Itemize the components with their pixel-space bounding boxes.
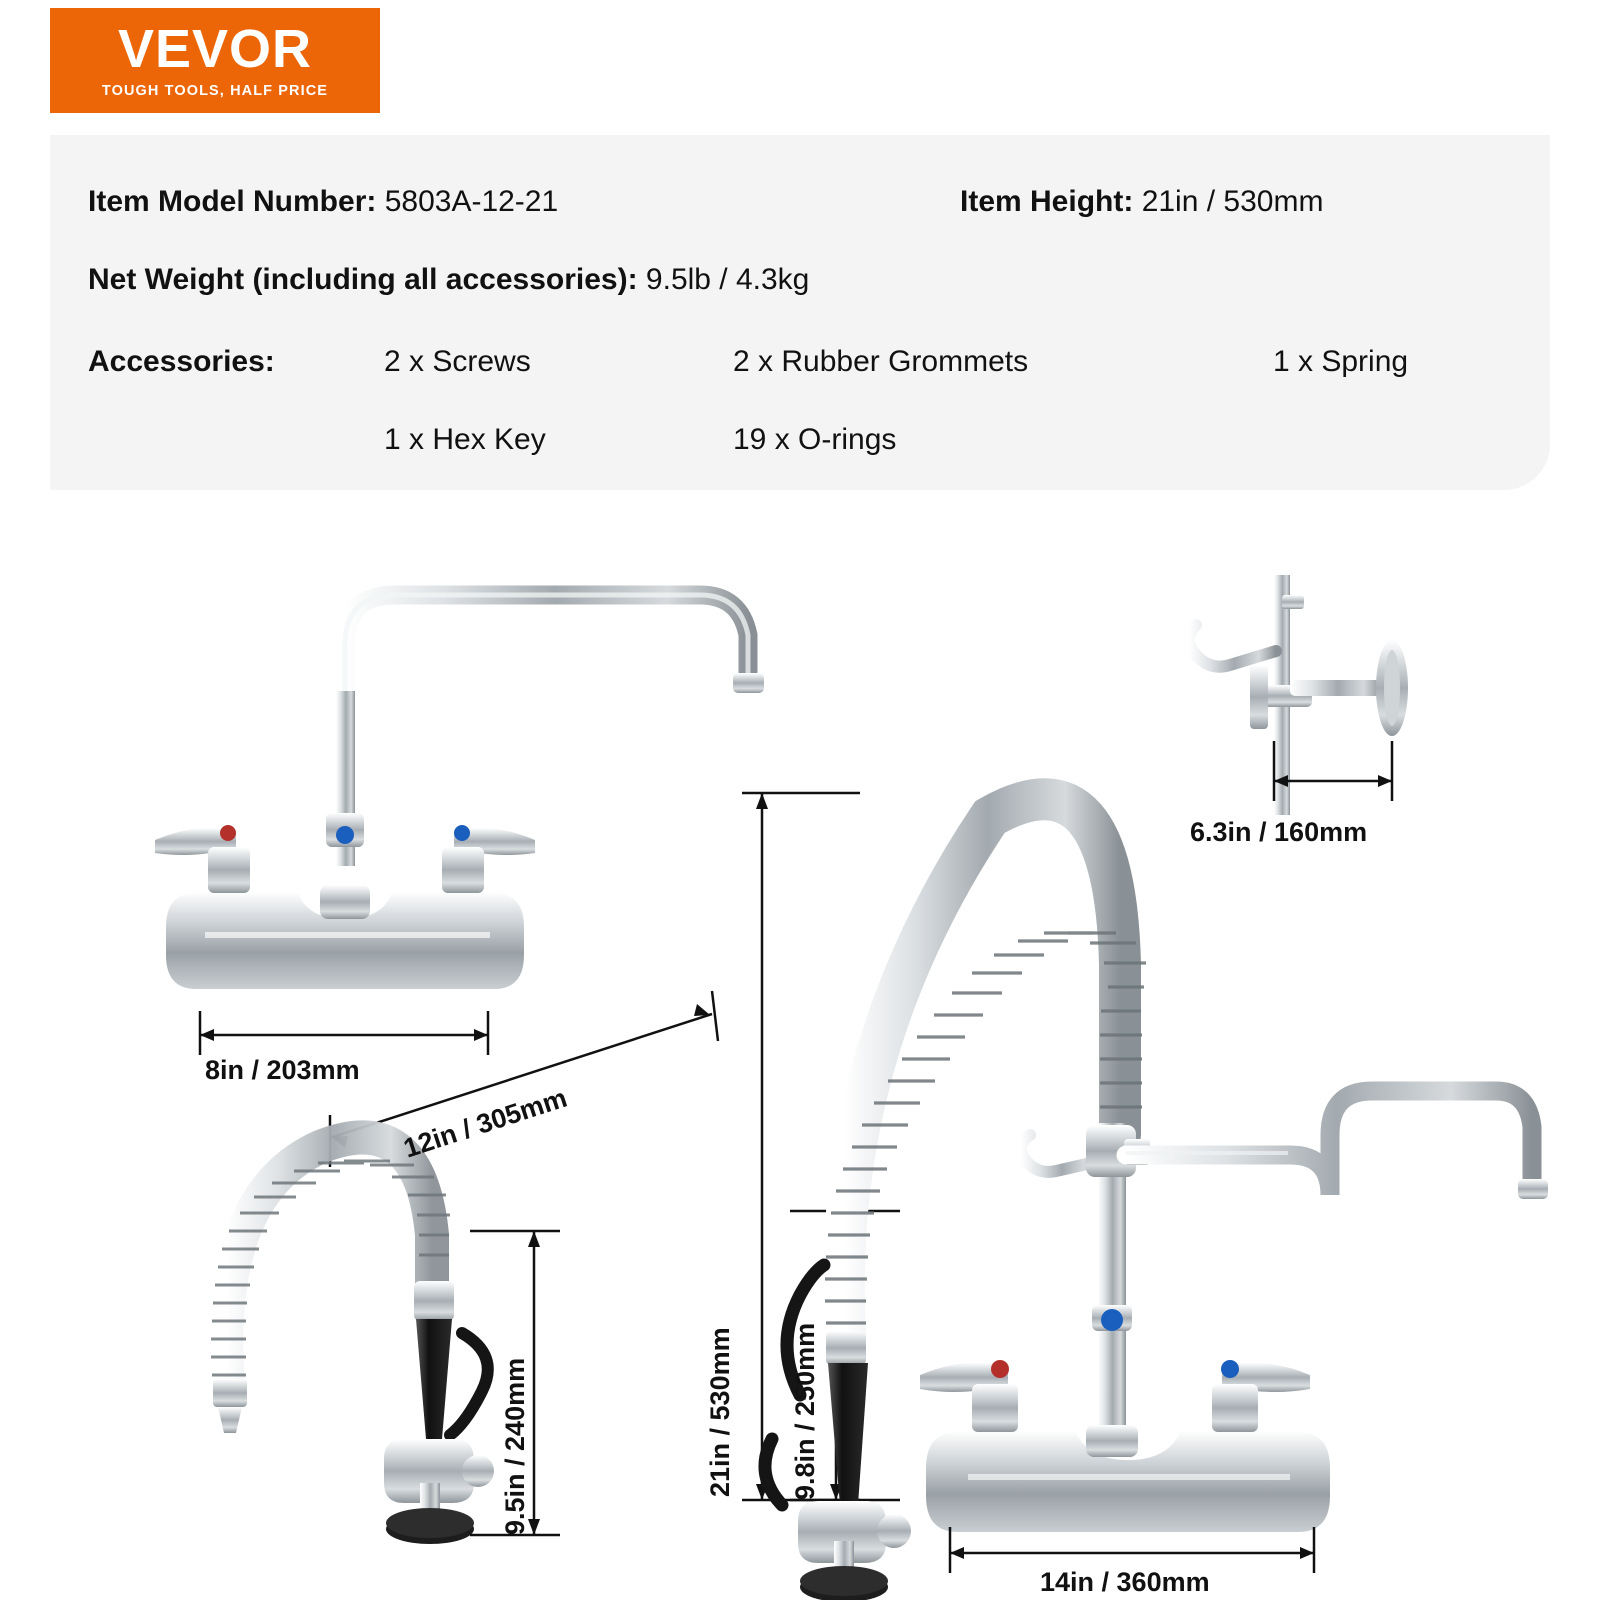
dim-label-assembly-width: 14in / 360mm (1040, 1567, 1210, 1597)
brand-tagline: TOUGH TOOLS, HALF PRICE (101, 83, 329, 99)
dim-label-total-height (705, 1327, 736, 1497)
accessory-item: 1 x Hex Key (384, 423, 546, 456)
faucet-12in-illustration (155, 595, 764, 989)
spec-model-value: 5803A-12-21 (384, 185, 559, 218)
spec-model-label: Item Model Number: (88, 185, 377, 218)
dim-total-height-value: 21in / 530mm (705, 1327, 735, 1497)
spec-weight (88, 263, 809, 297)
dim-label-faucet-center: 8in / 203mm (205, 1055, 360, 1085)
dim-label-spout-length: 12in / 305mm (400, 1082, 571, 1164)
spec-height (960, 185, 1323, 219)
dim-sprayer-height-value: 9.5in / 240mm (500, 1357, 530, 1535)
spec-height-label: Item Height: (960, 185, 1134, 218)
accessory-item: 19 x O-rings (733, 423, 897, 456)
spec-weight-value: 9.5lb / 4.3kg (645, 263, 810, 296)
brand-logo (50, 8, 380, 113)
brand-name: VEVOR (117, 19, 313, 79)
wall-bracket-illustration (1189, 575, 1408, 815)
spec-model (88, 185, 558, 219)
dim-line-6.3in (1274, 741, 1392, 801)
accessories-label: Accessories: (88, 345, 275, 378)
sprayer-illustration (211, 1137, 494, 1544)
spec-height-value: 21in / 530mm (1141, 185, 1324, 218)
accessory-item: 2 x Rubber Grommets (733, 345, 1029, 378)
accessory-item: 1 x Spring (1273, 345, 1409, 378)
dim-label-wall-bracket: 6.3in / 160mm (1190, 817, 1368, 847)
dim-label-sprayer-drop (790, 1323, 821, 1500)
dim-sprayer-drop-value: 9.8in / 250mm (790, 1322, 820, 1500)
dim-line-8in (200, 1011, 488, 1055)
accessory-item: 2 x Screws (384, 345, 531, 378)
spec-weight-label: Net Weight (including all accessories): (88, 263, 638, 296)
dim-label-sprayer-height (500, 1358, 531, 1535)
product-illustrations (0, 495, 1600, 1600)
full-assembly-illustration (765, 799, 1548, 1600)
specifications-panel (50, 135, 1550, 490)
